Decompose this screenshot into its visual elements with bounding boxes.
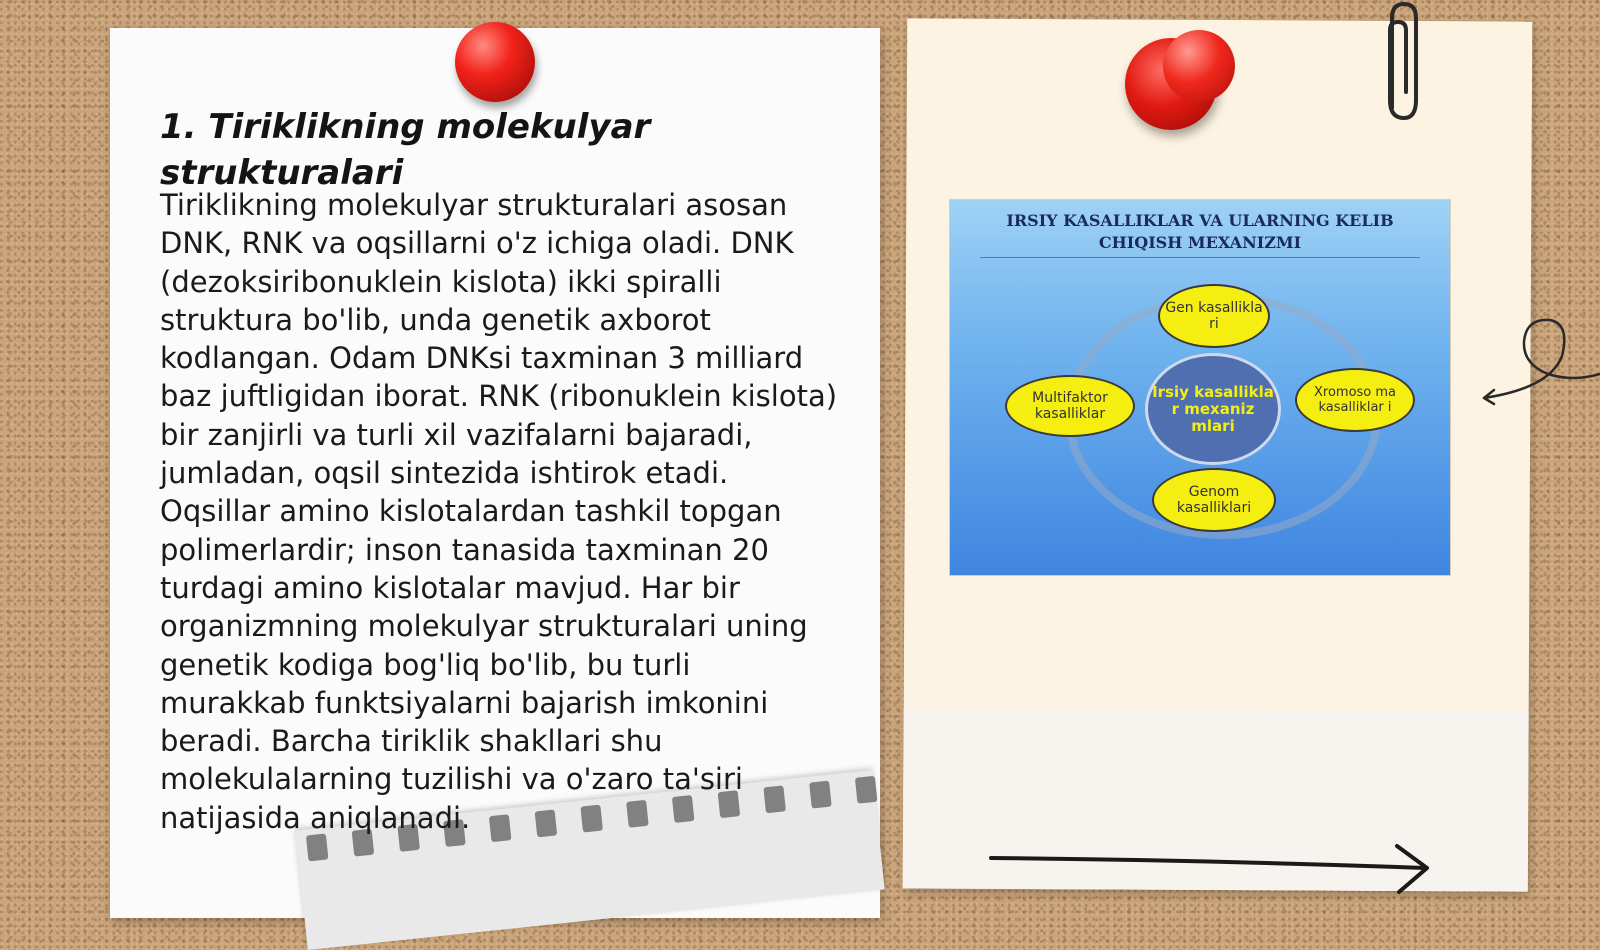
push-pin-icon: [1163, 30, 1235, 102]
curly-arrow-icon: [1478, 312, 1600, 412]
node-xromosoma-kasalliklari: Xromoso ma kasalliklar i: [1295, 368, 1415, 432]
diagram-title: IRSIY KASALLIKLAR VA ULARNING KELIB CHIQISH MEXANIZMI: [1006, 211, 1394, 252]
arrow-right-icon: [985, 840, 1445, 896]
body-text: Tiriklikning molekulyar strukturalari asosan DNK, RNK va oqsillarni o'z ichiga oladi. DNK (dezoksiribonuklein kislota) ikki spiralli struktura bo'lib, unda genetik axborot kodlangan. Odam DNKsi taxminan 3 milliard baz juftligidan iborat. RNK (ribonuklein kislota) bir zanjirli va turli xil vazifalarni bajaradi, jumladan, oqsil sintezida ishtirok etadi. Oqsillar amino kislotalardan tashkil topgan polimerlardir; inson tanasida taxminan 20 turdagi amino kislotalar mavjud. Har bir organizmning molekulyar strukturalari uning genetik kodiga bog'liq bo'lib, bu turli murakkab funktsiyalarni bajarish imkonini beradi. Barcha tiriklik shakllari shu molekulalarning tuzilishi va o'zaro ta'siri natijasida aniqlanadi.: [160, 188, 838, 835]
node-gen-kasalliklari: Gen kasallikla ri: [1158, 284, 1270, 348]
node-center-irsiy-mexanizmlari: Irsiy kasallikla r mexaniz mlari: [1145, 353, 1281, 465]
paperclip-icon: [1378, 0, 1428, 125]
node-multifaktor-kasalliklar: Multifaktor kasalliklar: [1005, 375, 1135, 437]
diagram-title-rule: [980, 257, 1420, 258]
diagram-image: [950, 200, 1450, 575]
slide-title: 1. Tiriklikning molekulyar strukturalari: [160, 107, 651, 193]
node-genom-kasalliklari: Genom kasalliklari: [1152, 468, 1276, 532]
push-pin-icon: [455, 22, 535, 102]
